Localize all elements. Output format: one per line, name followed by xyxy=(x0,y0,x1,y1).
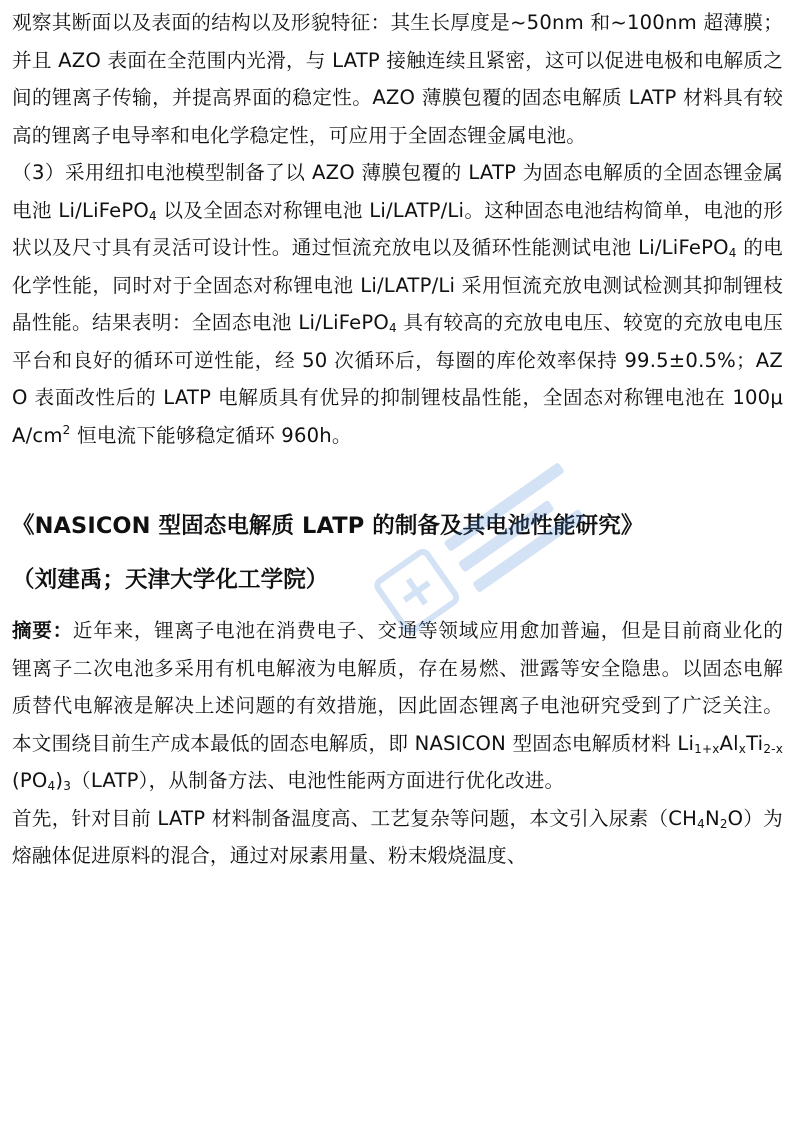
paragraph-azo-summary: 观察其断面以及表面的结构以及形貌特征：其生长厚度是~50nm 和~100nm 超薄膜；并且 AZO 表面在全范围内光滑，与 LATP 接触连续且紧密，这可以促进电极和电解质之间的锂离子传输，并提高界面的稳定性。AZO 薄膜包覆的固态电解质 LATP 材料具有较高的锂离子电导率和电化学稳定性，可应用于全固态锂金属电池。 xyxy=(12,11,783,147)
text-run: （3）采用纽扣电池模型制备了以 AZO 薄膜包覆的 LATP 为固态电解质的全固态锂金属电池 Li/LiFePO xyxy=(12,161,783,222)
text-run: 近年来，锂离子电池在消费电子、交通等领域应用愈加普遍，但是目前商业化的锂离子二次电池多采用有机电解液为电解质，存在易燃、泄露等安全隐患。以固态电解质替代电解液是解决上述问题的有效措施，因此固态锂离子电池研究受到了广泛关注。本文围绕目前生产成本最低的固态电解质，即 NASICON 型固态电解质材料 Li xyxy=(12,619,784,755)
paragraph-method xyxy=(12,800,783,875)
text-run: O）为熔融体促进原料的混合，通过对尿素用量、粉末煅烧温度、 xyxy=(12,806,783,867)
subscript: x xyxy=(738,741,747,756)
text-run: 首先，针对目前 LATP 材料制备温度高、工艺复杂等问题，本文引入尿素（CH xyxy=(12,806,698,830)
text-run: 具有较高的充放电电压、较宽的充放电电压平台和良好的循环可逆性能，经 50 次循环后，每圈的库伦效率保持 99.5±0.5%；AZO 表面改性后的 LATP 电解质具有优异的抑制锂枝晶性能，全固态对称锂电池在 100μA/cm xyxy=(12,311,783,447)
text-run: Ti xyxy=(746,731,764,755)
paper-author: （刘建禹；天津大学化工学院） xyxy=(12,567,329,593)
text-run: (PO xyxy=(12,769,48,792)
text-run: 以及全固态对称锂电池 Li/LATP/Li。这种固态电池结构简单，电池的形状以及尺寸具有灵活可设计性。通过恒流充放电以及循环性能测试电池 Li/LiFePO xyxy=(12,198,783,259)
subscript: 1+x xyxy=(694,741,720,756)
paragraph-abstract xyxy=(12,612,783,800)
subscript: 4 xyxy=(149,208,157,223)
subscript: 2 xyxy=(719,816,728,831)
superscript: 2 xyxy=(62,422,71,437)
text-run: Al xyxy=(719,731,739,755)
subscript: 4 xyxy=(389,321,397,335)
subscript: 4 xyxy=(728,246,737,260)
paragraph-battery-results xyxy=(12,154,783,454)
subscript: 4 xyxy=(697,816,705,831)
subscript: 2-x xyxy=(763,741,783,756)
text-run: N xyxy=(704,806,720,830)
text-run: （LATP），从制备方法、电池性能两方面进行优化改进。 xyxy=(71,769,565,792)
subscript: 3 xyxy=(63,779,72,793)
subscript: 4 xyxy=(47,779,56,793)
text-run: 的电化学性能，同时对于全固态对称锂电池 Li/LATP/Li 采用恒流充放电测试检测其抑制锂枝晶性能。结果表明：全固态电池 Li/LiFePO xyxy=(12,236,783,334)
paper-title: 《NASICON 型固态电解质 LATP 的制备及其电池性能研究》 xyxy=(12,513,644,539)
text-run: ) xyxy=(55,769,64,792)
abstract-label: 摘要： xyxy=(12,619,73,642)
text-run: 恒电流下能够稳定循环 960h。 xyxy=(70,423,352,447)
